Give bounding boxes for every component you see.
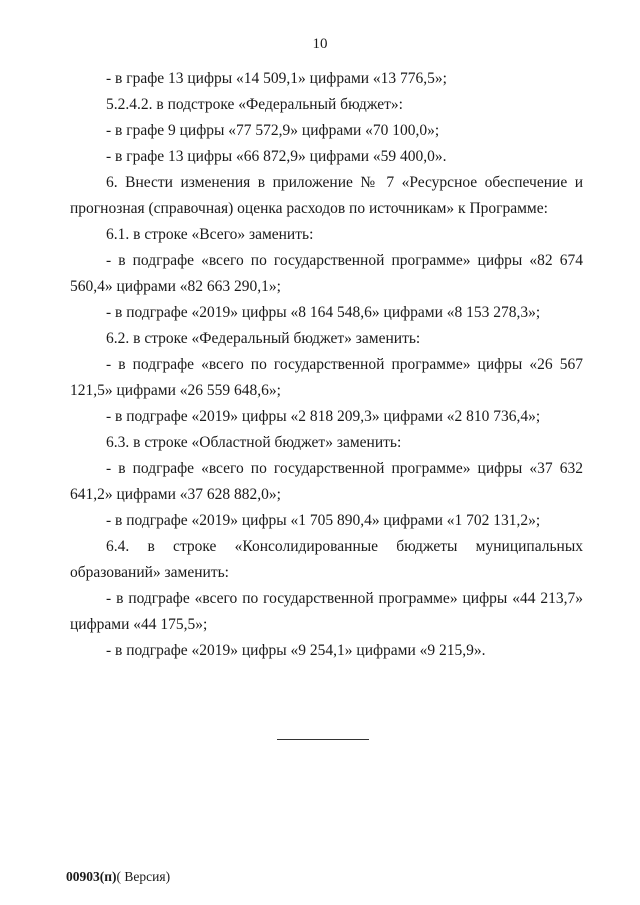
paragraph: - в графе 13 цифры «14 509,1» цифрами «13 776,5»; <box>106 70 447 87</box>
page-number: 10 <box>312 36 328 52</box>
paragraph: - в подграфе «всего по государственной программе» цифры «37 632 641,2» цифрами «37 628 882,0»; <box>70 460 583 503</box>
document-version: ( Версия) <box>116 869 171 884</box>
document-footer <box>66 869 170 885</box>
paragraph: 5.2.4.2. в подстроке «Федеральный бюджет»: <box>106 96 403 113</box>
document-code: 00903(п) <box>66 869 117 884</box>
paragraph: 6. Внести изменения в приложение № 7 «Ресурсное обеспечение и прогнозная (справочная) оценка расходов по источникам» к Программе: <box>70 174 583 217</box>
end-separator-line <box>277 739 369 740</box>
paragraph: - в подграфе «2019» цифры «8 164 548,6» цифрами «8 153 278,3»; <box>106 304 541 321</box>
paragraph: - в подграфе «2019» цифры «9 254,1» цифрами «9 215,9». <box>106 642 486 659</box>
paragraph: 6.4. в строке «Консолидированные бюджеты муниципальных образований» заменить: <box>70 538 583 581</box>
paragraph: 6.3. в строке «Областной бюджет» заменить: <box>106 434 402 451</box>
paragraph: - в графе 13 цифры «66 872,9» цифрами «59 400,0». <box>106 148 447 165</box>
paragraph: 6.2. в строке «Федеральный бюджет» заменить: <box>106 330 421 347</box>
paragraph: - в подграфе «2019» цифры «1 705 890,4» цифрами «1 702 131,2»; <box>106 512 541 529</box>
paragraph: - в подграфе «всего по государственной программе» цифры «44 213,7» цифрами «44 175,5»; <box>70 590 583 633</box>
paragraph: 6.1. в строке «Всего» заменить: <box>106 226 314 243</box>
paragraph: - в подграфе «всего по государственной программе» цифры «26 567 121,5» цифрами «26 559 648,6»; <box>70 356 583 399</box>
document-body <box>70 66 583 664</box>
paragraph: - в подграфе «2019» цифры «2 818 209,3» цифрами «2 810 736,4»; <box>106 408 541 425</box>
paragraph: - в графе 9 цифры «77 572,9» цифрами «70 100,0»; <box>106 122 440 139</box>
paragraph: - в подграфе «всего по государственной программе» цифры «82 674 560,4» цифрами «82 663 290,1»; <box>70 252 583 295</box>
